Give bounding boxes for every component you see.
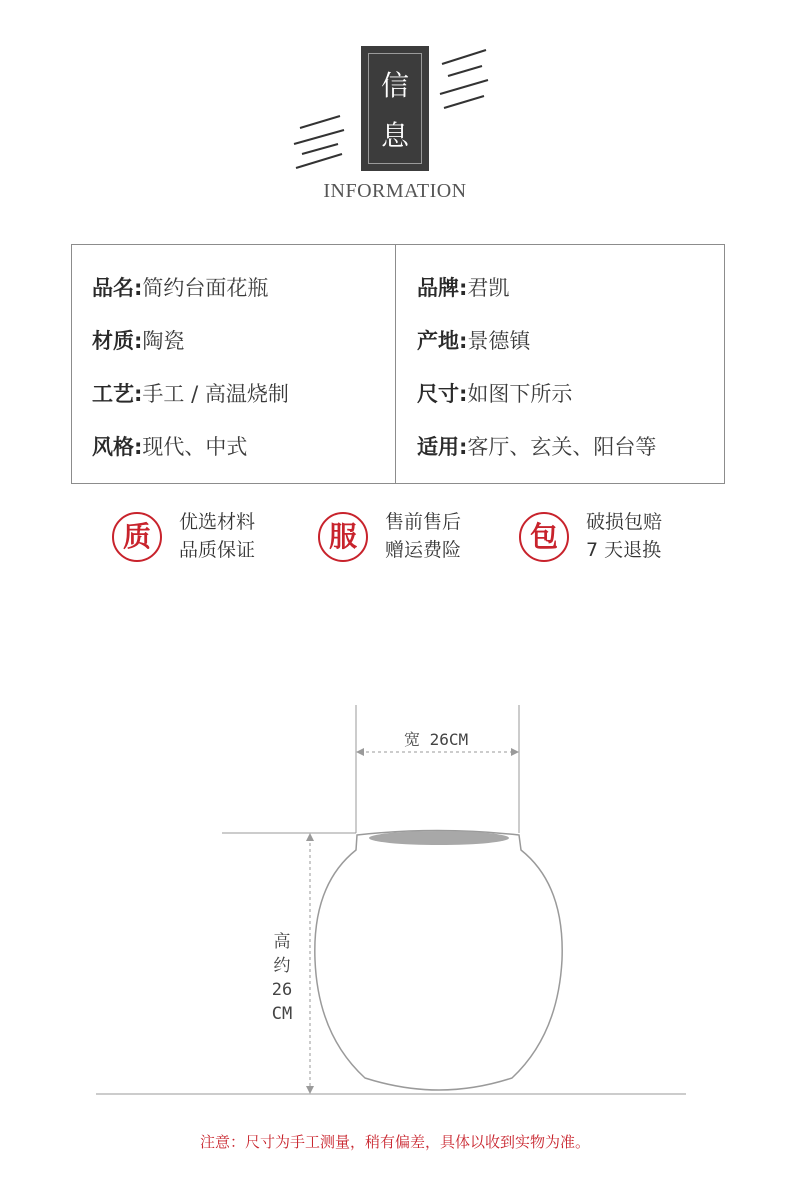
info-key: 品名:: [92, 276, 143, 300]
width-arrow-head-right: [511, 748, 519, 756]
package-line-1: 破损包赔: [586, 511, 663, 533]
height-arrow-head-bottom: [306, 1086, 314, 1094]
info-value: 简约台面花瓶: [142, 276, 269, 300]
info-key: 适用:: [417, 435, 468, 459]
decorative-lines-right: [436, 44, 496, 112]
info-value: 君凯: [467, 276, 510, 300]
height-arrow-head-top: [306, 833, 314, 841]
vase-dimension-diagram: [0, 690, 790, 1110]
info-value: 景德镇: [467, 329, 531, 353]
quality-line-1: 优选材料: [179, 511, 256, 533]
info-value: 陶瓷: [142, 329, 185, 353]
info-row-name: [92, 274, 268, 302]
height-label-1: 高: [273, 932, 291, 952]
info-key: 品牌:: [417, 276, 468, 300]
vase-outline: [315, 831, 562, 1091]
package-line-2: 7 天退换: [586, 539, 662, 561]
title-char-1: 信: [380, 69, 409, 102]
height-label-2: 约: [273, 956, 291, 976]
package-badge-icon: 包: [519, 512, 569, 562]
height-label-4: CM: [271, 1004, 293, 1024]
service-badge-icon: 服: [318, 512, 368, 562]
width-label: 宽 26CM: [404, 730, 469, 749]
service-line-1: 售前售后: [385, 511, 462, 533]
service-line-2: 赠运费险: [385, 539, 462, 561]
table-divider: [395, 245, 396, 483]
info-row-craft: [92, 380, 289, 408]
info-key: 材质:: [92, 329, 143, 353]
info-value: 现代、中式: [142, 435, 248, 459]
width-arrow-head-left: [356, 748, 364, 756]
info-value: 客厅、玄关、阳台等: [467, 435, 657, 459]
info-key: 风格:: [92, 435, 143, 459]
info-value: 手工 / 高温烧制: [142, 382, 289, 406]
info-row-style: [92, 433, 247, 461]
vase-mouth: [369, 831, 509, 845]
info-row-material: [92, 327, 184, 355]
info-key: 工艺:: [92, 382, 143, 406]
title-box: [361, 46, 429, 171]
height-label-3: 26: [271, 980, 293, 1000]
info-row-size: [417, 380, 572, 408]
info-row-brand: [417, 274, 509, 302]
info-row-origin: [417, 327, 530, 355]
info-key: 尺寸:: [417, 382, 468, 406]
info-table: [71, 244, 725, 484]
measurement-note: 注意：尺寸为手工测量，稍有偏差，具体以收到实物为准。: [199, 1133, 590, 1151]
subtitle: INFORMATION: [323, 180, 467, 202]
decorative-lines-left: [290, 108, 360, 170]
info-row-usage: [417, 433, 656, 461]
title-char-2: 息: [380, 119, 409, 152]
info-key: 产地:: [417, 329, 468, 353]
quality-badge-icon: 质: [112, 512, 162, 562]
quality-line-2: 品质保证: [179, 539, 256, 561]
info-value: 如图下所示: [467, 382, 573, 406]
